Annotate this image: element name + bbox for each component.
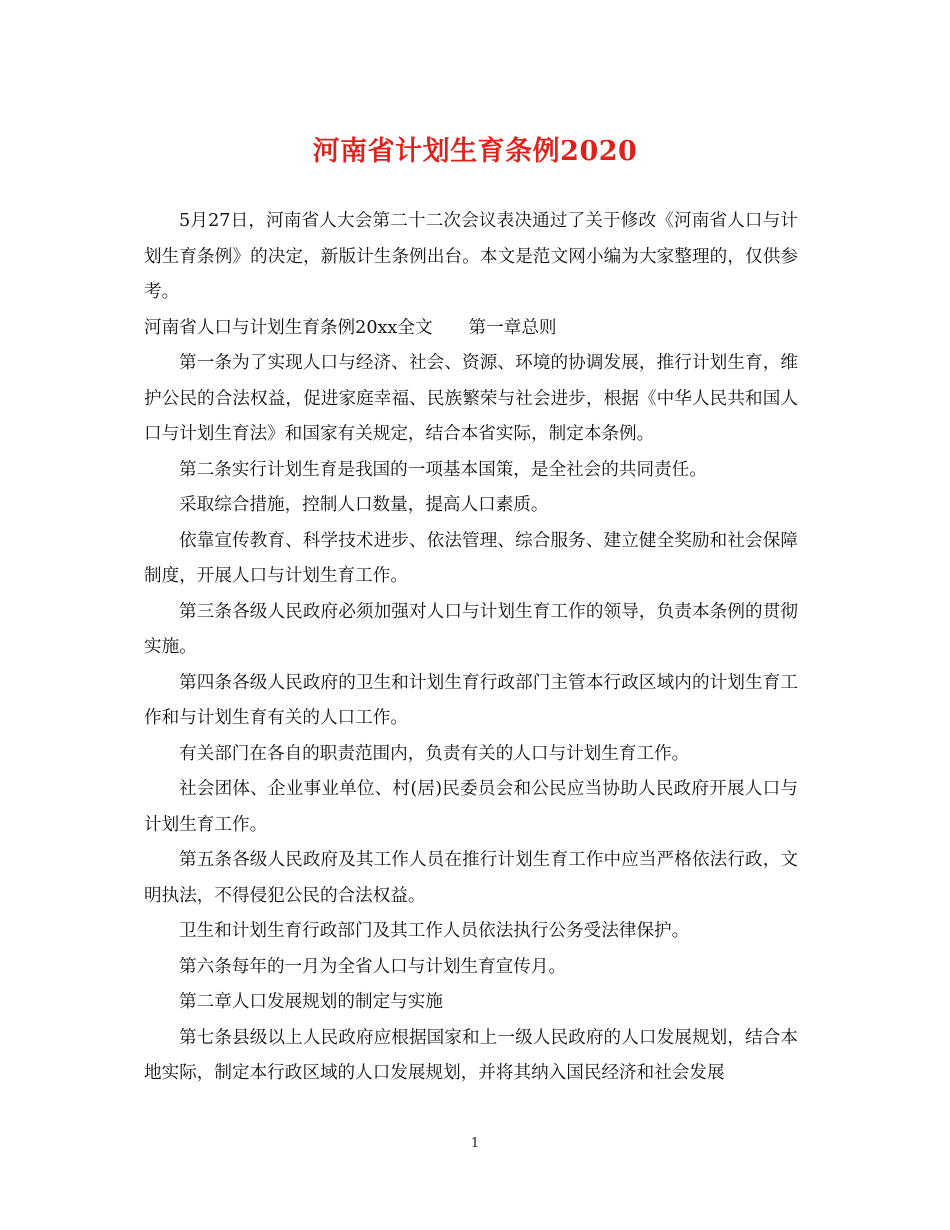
document-title: 河南省计划生育条例2020 [312, 136, 638, 167]
article-2-paragraph: 第二条实行计划生育是我国的一项基本国策，是全社会的共同责任。 [179, 459, 707, 480]
article-4-organizations-paragraph: 社会团体、企业事业单位、村(居)民委员会和公民应当协助人民政府开展人口与计划生育工作。 [144, 779, 798, 835]
document-body [144, 204, 798, 1092]
article-7-paragraph: 第七条县级以上人民政府应根据国家和上一级人民政府的人口发展规划，结合本地实际，制定本行政区域的人口发展规划，并将其纳入国民经济和社会发展 [144, 1027, 798, 1083]
sub-heading-title: 河南省人口与计划生育条例20xx全文 [144, 317, 433, 338]
article-4-paragraph: 第四条各级人民政府的卫生和计划生育行政部门主管本行政区域内的计划生育工作和与计划生育有关的人口工作。 [144, 672, 798, 728]
chapter-2-heading: 第二章人口发展规划的制定与实施 [179, 992, 443, 1012]
article-3-paragraph: 第三条各级人民政府必须加强对人口与计划生育工作的领导，负责本条例的贯彻实施。 [144, 601, 798, 657]
sub-heading [144, 311, 798, 347]
article-1-paragraph: 第一条为了实现人口与经济、社会、资源、环境的协调发展，推行计划生育，维护公民的合法权益，促进家庭幸福、民族繁荣与社会进步，根据《中华人民共和国人口与计划生育法》和国家有关规定，结合本省实际，制定本条例。 [144, 353, 798, 444]
article-6-paragraph: 第六条每年的一月为全省人口与计划生育宣传月。 [179, 956, 567, 977]
page-number: 1 [470, 1136, 480, 1151]
article-2-methods-paragraph: 依靠宣传教育、科学技术进步、依法管理、综合服务、建立健全奖励和社会保障制度，开展人口与计划生育工作。 [144, 530, 798, 586]
article-4-departments-paragraph: 有关部门在各自的职责范围内，负责有关的人口与计划生育工作。 [179, 743, 690, 764]
article-2-measures-paragraph: 采取综合措施，控制人口数量，提高人口素质。 [179, 495, 549, 515]
intro-paragraph: 5月27日，河南省人大会第二十二次会议表决通过了关于修改《河南省人口与计划生育条例》的决定，新版计生条例出台。本文是范文网小编为大家整理的，仅供参考。 [144, 211, 798, 302]
article-5-paragraph: 第五条各级人民政府及其工作人员在推行计划生育工作中应当严格依法行政，文明执法，不得侵犯公民的合法权益。 [144, 850, 798, 906]
chapter-heading: 第一章总则 [468, 317, 557, 338]
article-5-protection-paragraph: 卫生和计划生育行政部门及其工作人员依法执行公务受法律保护。 [179, 921, 690, 941]
